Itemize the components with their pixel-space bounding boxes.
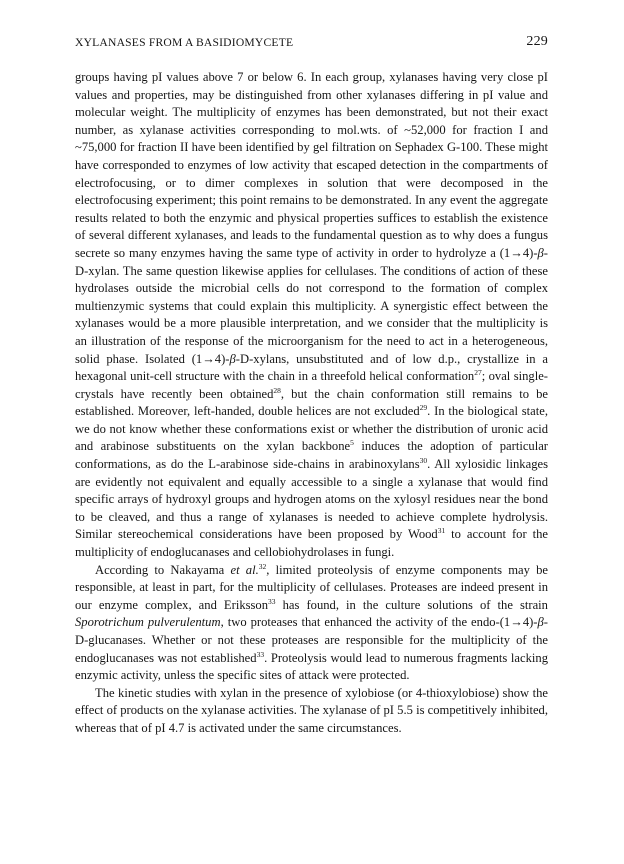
- reference-superscript: 33: [256, 649, 265, 659]
- reference-superscript: 5: [350, 438, 354, 448]
- reference-superscript: 28: [273, 385, 281, 395]
- text-run: , but the chain conformation still remains to be established. Moreover, left-handed, double helices are not excluded: [75, 386, 548, 419]
- text-run: , limited proteolysis of enzyme components may be responsible, at least in part, for the multiplicity of cellulases. Proteases are indeed present in our enzyme complex, and Eriksson: [75, 562, 549, 612]
- text-run: to account for the multiplicity of endoglucanases and cellobiohydrolases in fungi.: [75, 527, 548, 560]
- paragraph-3: [75, 685, 548, 738]
- text-run: -xylans, unsubstituted and of low d.p., crystallize in a hexagonal unit-cell structure with the chain in a threefold helical conformation: [75, 351, 548, 384]
- text-run: . All xylosidic linkages are evidently not equivalent and equally accessible to a single a xylanase that would find specific arrays of hydroxyl groups and hydrogen atoms on the xylosyl residues near the bond to be cleaved, and thus a range of xylanases is needed to achieve complete hydrolysis. Similar stereochemical considerations have been proposed by Wood: [75, 457, 548, 542]
- text-run: has found, in the culture solutions of the strain: [275, 597, 548, 612]
- text-run: groups having pI values above 7 or below 6. In each group, xylanases having very close pI values and properties, may be distinguished from other xylanases differing in pI value and molecular weight. The multiplicity of enzymes has been demonstrated, but not their exact number, as xylanase activities corresponding to mol.wts. of ~52,000 for fraction I and ~75,000 for fraction II have been identified by gel filtration on Sephadex G-100. These might have corresponded to enzymes of low activity that escaped detection in the compartments of electrofocusing, or to dimer complexes in solution that were decomposed in the electrofocusing experiment; this point remains to be demonstrated. In any event the aggregate results related to both the enzymic and physical properties suffices to establish the existence of several different xylanases, and leads to the fundamental question as to why does a fungus secrete so many enzymes having the same type of activity in order to hydrolyze a (1→4)-: [75, 70, 548, 260]
- text-run: -xylan. The same question likewise applies for cellulases. The conditions of action of these hydrolases outside the microbial cells do not correspond to the formation of complex multienzymic systems that could explain this multiplicity. A synergistic effect between the xylanases would be a more plausible interpretation, and we consider that the multiplicity is an illustration of the response of the microorganism for the need to act in a heterogeneous, solid phase. Isolated (1→4)-: [75, 263, 548, 366]
- text-run: -: [235, 351, 240, 366]
- paragraph-2: [75, 562, 548, 685]
- text-run: -: [543, 245, 548, 260]
- text-run: -: [543, 615, 548, 630]
- reference-superscript: 33: [268, 596, 276, 606]
- reference-superscript: 32: [258, 561, 267, 571]
- text-run: , two proteases that enhanced the activity of the endo-(1→4)-: [220, 615, 538, 630]
- text-run: -glucanases. Whether or not these proteases are responsible for the multiplicity of the endoglucanases was not established: [75, 633, 548, 665]
- page-number: 229: [526, 34, 548, 49]
- text-run: D: [239, 351, 250, 366]
- text-run: -arabinose side-chains in arabinoxylans: [215, 457, 420, 472]
- text-run: induces the adoption of particular conformations, as do the: [75, 439, 549, 472]
- text-run: L: [208, 457, 216, 472]
- reference-superscript: 31: [437, 526, 446, 536]
- running-header: [75, 36, 548, 52]
- text-run: β: [229, 351, 236, 366]
- text-run: ; oval single-crystals have recently been obtained: [75, 369, 548, 401]
- text-run: . Proteolysis would lead to numerous fragments lacking enzymic activity, unless the specific sites of attack were protected.: [75, 650, 548, 683]
- reference-superscript: 27: [474, 368, 482, 378]
- paragraph-1: [75, 69, 548, 562]
- text-run: Sporotrichum pulverulentum: [75, 615, 221, 630]
- text-run: et al.: [230, 562, 259, 577]
- running-title: XYLANASES FROM A BASIDIOMYCETE: [75, 36, 294, 49]
- text-run: The kinetic studies with xylan in the presence of xylobiose (or 4-thioxylobiose) show the effect of products on the xylanase activities. The xylanase of pI 5.5 is competitively inhibited, whereas that of pI 4.7 is activated under the same circumstances.: [75, 685, 548, 735]
- reference-superscript: 29: [419, 403, 428, 413]
- text-run: D: [75, 633, 85, 647]
- article-body: [75, 69, 548, 738]
- text-run: D: [75, 263, 85, 278]
- text-run: . In the biological state, we do not know whether these conformations exist or whether the distribution of uronic acid and arabinose substituents on the xylan backbone: [75, 404, 548, 454]
- text-run: β: [537, 615, 544, 630]
- reference-superscript: 30: [419, 456, 428, 466]
- text-run: According to Nakayama: [95, 562, 231, 577]
- text-run: β: [537, 245, 544, 260]
